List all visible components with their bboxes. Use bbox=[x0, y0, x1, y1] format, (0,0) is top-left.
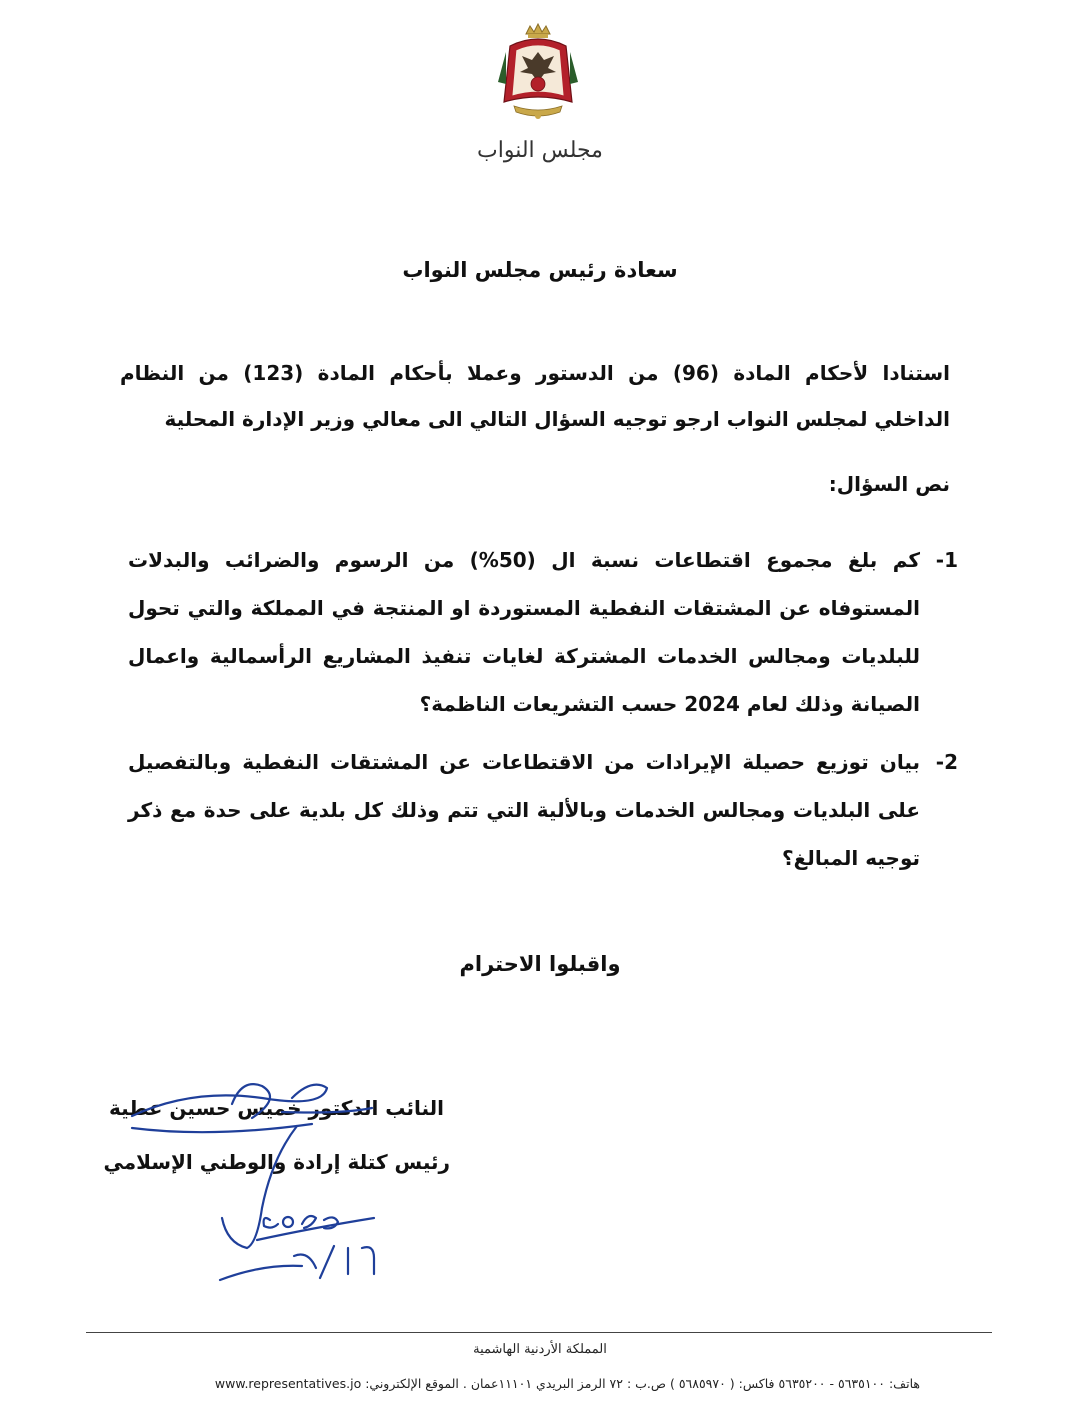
council-name-calligraphy: مجلس النواب bbox=[477, 138, 603, 163]
footer-kingdom-name: المملكة الأردنية الهاشمية bbox=[473, 1342, 607, 1357]
royal-crest-emblem bbox=[492, 22, 584, 122]
footer-contact-line bbox=[160, 1376, 920, 1391]
closing-line: واقبلوا الاحترام bbox=[459, 952, 621, 976]
addressee-heading: سعادة رئيس مجلس النواب bbox=[402, 258, 678, 282]
question-text: بيان توزيع حصيلة الإيرادات من الاقتطاعات عن المشتقات النفطية وبالتفصيل على البلديات ومجالس الخدمات وبالألية التي تتم وذلك كل بلدية على حدة مع ذكر توجيه المبالغ؟ bbox=[128, 750, 920, 870]
footer-contact-details: هاتف: ٥٦٣٥١٠٠ - ٥٦٣٥٢٠٠ فاكس: ( ٥٦٨٥٩٧٠ ) ص.ب : ٧٢ الرمز البريدي ١١١٠١عمان . الموقع الإلكتروني: bbox=[365, 1376, 920, 1391]
question-number: 1- bbox=[935, 548, 958, 572]
handwritten-signature bbox=[112, 1068, 412, 1308]
question-label: نص السؤال: bbox=[828, 472, 950, 496]
signatory-title: رئيس كتلة إرادة والوطني الإسلامي bbox=[103, 1150, 450, 1174]
intro-paragraph: استنادا لأحكام المادة (96) من الدستور وعملا بأحكام المادة (123) من النظام الداخلي لمجلس النواب ارجو توجيه السؤال التالي الى معالي وزير الإدارة المحلية bbox=[120, 361, 950, 431]
question-number: 2- bbox=[935, 750, 958, 774]
signatory-name: النائب الدكتور خميس حسين عطية bbox=[109, 1096, 444, 1120]
question-text: كم بلغ مجموع اقتطاعات نسبة ال (50%) من الرسوم والضرائب والبدلات المستوفاه عن المشتقات النفطية المستوردة او المنتجة في المملكة والتي تحول للبلديات ومجالس الخدمات المشتركة لغايات تنفيذ المشاريع الرأسمالية واعمال الصيانة وذلك لعام 2024 حسب التشريعات الناظمة؟ bbox=[128, 548, 921, 716]
question-item bbox=[128, 738, 958, 882]
questions-list bbox=[128, 536, 958, 892]
question-item bbox=[128, 536, 958, 728]
footer-website-link[interactable]: www.representatives.jo bbox=[214, 1376, 362, 1391]
footer-divider bbox=[86, 1332, 992, 1333]
